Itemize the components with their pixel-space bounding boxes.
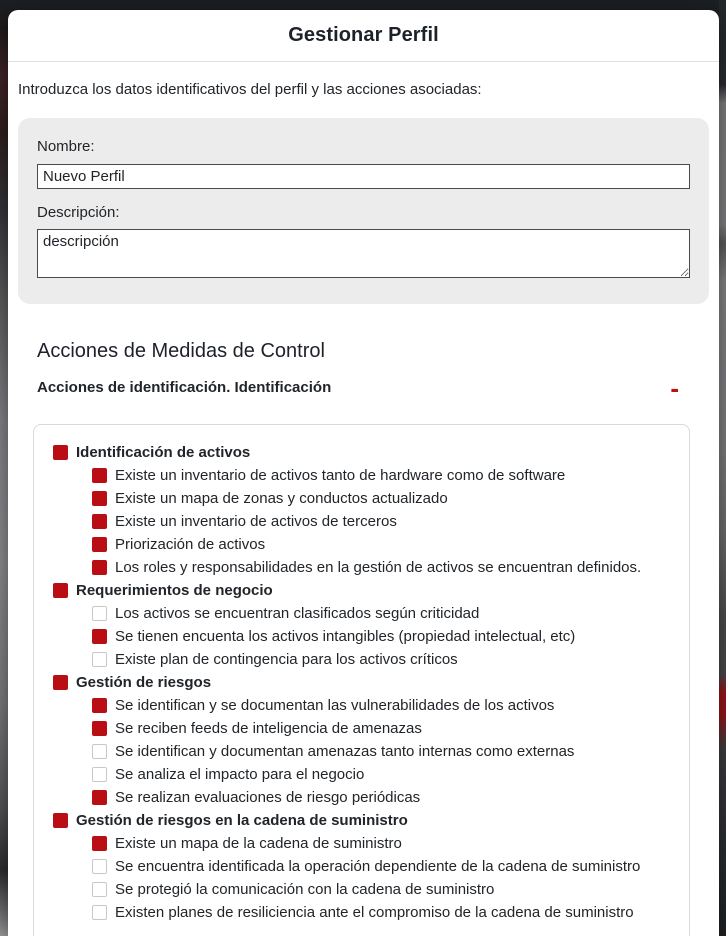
unchecked-checkbox[interactable] [92, 744, 107, 759]
checklist-item-row [34, 855, 679, 878]
checkbox-label[interactable]: Se tienen encuenta los activos intangibles (propiedad intelectual, etc) [115, 628, 576, 645]
checkbox-label[interactable]: Existe un inventario de activos de terceros [115, 513, 397, 530]
checkbox-label[interactable]: Gestión de riesgos [76, 674, 212, 691]
checked-checkbox[interactable] [92, 790, 107, 805]
identification-subsection-header [37, 372, 709, 403]
checkbox-label[interactable]: Existe un inventario de activos tanto de hardware como de software [115, 467, 566, 484]
checklist-group-row [34, 579, 679, 602]
checklist-item-row [34, 556, 679, 579]
actions-section-heading: Acciones de Medidas de Control [37, 340, 325, 362]
checkbox-label[interactable]: Los roles y responsabilidades en la gestión de activos se encuentran definidos. [115, 559, 642, 576]
checklist-item-row [34, 717, 679, 740]
description-label: Descripción: [37, 204, 120, 221]
checked-checkbox[interactable] [53, 583, 68, 598]
checklist-item-row [34, 487, 679, 510]
checkbox-label[interactable]: Se realizan evaluaciones de riesgo periódicas [115, 789, 421, 806]
checkbox-label[interactable]: Se identifican y documentan amenazas tanto internas como externas [115, 743, 575, 760]
unchecked-checkbox[interactable] [92, 652, 107, 667]
name-input[interactable] [37, 164, 690, 189]
checked-checkbox[interactable] [92, 537, 107, 552]
checkbox-label[interactable]: Se identifican y se documentan las vulnerabilidades de los activos [115, 697, 555, 714]
checkbox-label[interactable]: Existen planes de resiliciencia ante el compromiso de la cadena de suministro [115, 904, 634, 921]
checked-checkbox[interactable] [53, 813, 68, 828]
checklist-item-row [34, 533, 679, 556]
checklist-group-row [34, 441, 679, 464]
checkbox-label[interactable]: Existe plan de contingencia para los activos críticos [115, 651, 458, 668]
modal-title: Gestionar Perfil [288, 24, 439, 46]
checkbox-label[interactable]: Se analiza el impacto para el negocio [115, 766, 365, 783]
checklist-item-row [34, 602, 679, 625]
checklist-item-row [34, 786, 679, 809]
checklist-item-row [34, 901, 679, 924]
page-backdrop-right [719, 0, 726, 936]
profile-form-panel [18, 118, 709, 304]
checklist-item-row [34, 625, 679, 648]
unchecked-checkbox[interactable] [92, 882, 107, 897]
gestionar-perfil-modal [8, 10, 719, 936]
checklist-group-row [34, 809, 679, 832]
unchecked-checkbox[interactable] [92, 767, 107, 782]
unchecked-checkbox[interactable] [92, 905, 107, 920]
checklist-item-row [34, 832, 679, 855]
description-textarea[interactable] [37, 229, 690, 278]
checklist-item-row [34, 763, 679, 786]
name-label: Nombre: [37, 138, 95, 155]
checked-checkbox[interactable] [92, 698, 107, 713]
checklist-item-row [34, 510, 679, 533]
checked-checkbox[interactable] [92, 514, 107, 529]
checklist [33, 424, 690, 936]
checklist-item-row [34, 878, 679, 901]
checked-checkbox[interactable] [53, 445, 68, 460]
checklist-item-row [34, 464, 679, 487]
intro-text: Introduzca los datos identificativos del perfil y las acciones asociadas: [18, 81, 482, 98]
page-backdrop-left [0, 0, 8, 936]
checked-checkbox[interactable] [92, 721, 107, 736]
checkbox-label[interactable]: Los activos se encuentran clasificados según criticidad [115, 605, 480, 622]
checked-checkbox[interactable] [92, 836, 107, 851]
modal-header [8, 10, 719, 62]
collapse-section-button[interactable]: - [670, 372, 679, 403]
checked-checkbox[interactable] [92, 491, 107, 506]
identification-subsection-title: Acciones de identificación. Identificación [37, 379, 332, 396]
checkbox-label[interactable]: Requerimientos de negocio [76, 582, 273, 599]
checked-checkbox[interactable] [92, 468, 107, 483]
checklist-group-row [34, 671, 679, 694]
unchecked-checkbox[interactable] [92, 859, 107, 874]
checkbox-label[interactable]: Priorización de activos [115, 536, 266, 553]
checklist-item-row [34, 648, 679, 671]
checkbox-label[interactable]: Se encuentra identificada la operación dependiente de la cadena de suministro [115, 858, 641, 875]
checked-checkbox[interactable] [92, 629, 107, 644]
checked-checkbox[interactable] [92, 560, 107, 575]
checkbox-label[interactable]: Gestión de riesgos en la cadena de suministro [76, 812, 408, 829]
checkbox-label[interactable]: Existe un mapa de zonas y conductos actualizado [115, 490, 448, 507]
unchecked-checkbox[interactable] [92, 606, 107, 621]
checkbox-label[interactable]: Se reciben feeds de inteligencia de amenazas [115, 720, 422, 737]
checkbox-label[interactable]: Existe un mapa de la cadena de suministro [115, 835, 402, 852]
checkbox-label[interactable]: Identificación de activos [76, 444, 251, 461]
checked-checkbox[interactable] [53, 675, 68, 690]
checklist-item-row [34, 694, 679, 717]
modal-body [8, 62, 719, 936]
checklist-item-row [34, 740, 679, 763]
checkbox-label[interactable]: Se protegió la comunicación con la cadena de suministro [115, 881, 495, 898]
